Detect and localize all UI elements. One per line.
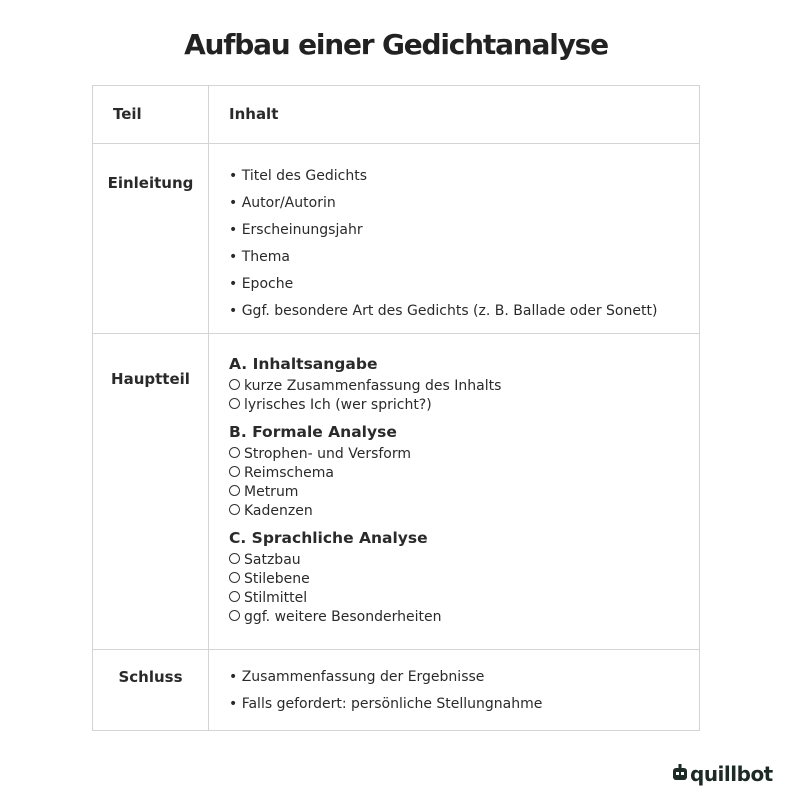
list-item <box>229 396 699 415</box>
section-heading: A. Inhaltsangabe <box>229 355 378 373</box>
list-item-text: Satzbau <box>244 552 301 568</box>
table-row-intro <box>93 144 700 334</box>
header-cell-part <box>93 86 209 144</box>
header-part-label: Teil <box>113 105 142 123</box>
list-item-text: lyrisches Ich (wer spricht?) <box>244 397 432 413</box>
circle-bullet-icon <box>229 379 240 390</box>
list-item-text: Stilmittel <box>244 590 308 606</box>
section-heading: B. Formale Analyse <box>229 423 397 441</box>
list-item <box>229 502 699 521</box>
section-heading: C. Sprachliche Analyse <box>229 529 428 547</box>
list-item <box>229 464 699 483</box>
table-row-main <box>93 334 700 650</box>
list-item: • Autor/Autorin <box>229 195 336 211</box>
circle-bullet-icon <box>229 447 240 458</box>
circle-bullet-icon <box>229 504 240 515</box>
list-item: • Erscheinungsjahr <box>229 222 363 238</box>
circle-bullet-icon <box>229 398 240 409</box>
list-item-text: Stilebene <box>244 571 310 587</box>
header-cell-content <box>209 86 700 144</box>
quillbot-logo <box>672 762 773 786</box>
main-sections <box>209 334 699 627</box>
list-item-text: ggf. weitere Besonderheiten <box>244 609 442 625</box>
table-row-conclusion <box>93 650 700 731</box>
list-item-text: Reimschema <box>244 465 334 481</box>
list-item-text: Metrum <box>244 484 299 500</box>
list-item-text: Kadenzen <box>244 503 313 519</box>
circle-bullet-icon <box>229 553 240 564</box>
circle-bullet-icon <box>229 591 240 602</box>
conclusion-content-cell <box>209 650 700 731</box>
intro-label-cell <box>93 144 209 334</box>
list-item <box>229 570 699 589</box>
list-item <box>229 483 699 502</box>
conclusion-list <box>209 650 699 718</box>
list-item-text: kurze Zusammenfassung des Inhalts <box>244 378 502 394</box>
list-item-text: Strophen- und Versform <box>244 446 412 462</box>
list-item <box>229 589 699 608</box>
quillbot-logo-icon <box>672 763 688 785</box>
circle-bullet-icon <box>229 485 240 496</box>
list-item <box>229 377 699 396</box>
main-label: Hauptteil <box>111 370 190 388</box>
list-item: • Titel des Gedichts <box>229 168 367 184</box>
intro-label: Einleitung <box>107 174 194 192</box>
circle-bullet-icon <box>229 610 240 621</box>
list-item <box>229 445 699 464</box>
list-item: • Zusammenfassung der Ergebnisse <box>229 669 485 685</box>
circle-bullet-icon <box>229 466 240 477</box>
list-item: • Thema <box>229 249 290 265</box>
list-item <box>229 608 699 627</box>
quillbot-logo-text: quillbot <box>690 762 773 786</box>
list-item: • Falls gefordert: persönliche Stellungnahme <box>229 696 543 712</box>
outline-table <box>92 85 700 731</box>
list-item <box>229 551 699 570</box>
conclusion-label: Schluss <box>118 668 183 686</box>
list-item: • Epoche <box>229 276 294 292</box>
intro-list <box>209 144 699 325</box>
list-item: • Ggf. besondere Art des Gedichts (z. B. Ballade oder Sonett) <box>229 303 658 319</box>
circle-bullet-icon <box>229 572 240 583</box>
header-content-label: Inhalt <box>229 105 279 123</box>
table-header-row <box>93 86 700 144</box>
main-content-cell <box>209 334 700 650</box>
intro-content-cell <box>209 144 700 334</box>
page-title: Aufbau einer Gedichtanalyse <box>184 28 608 61</box>
conclusion-label-cell <box>93 650 209 731</box>
main-label-cell <box>93 334 209 650</box>
